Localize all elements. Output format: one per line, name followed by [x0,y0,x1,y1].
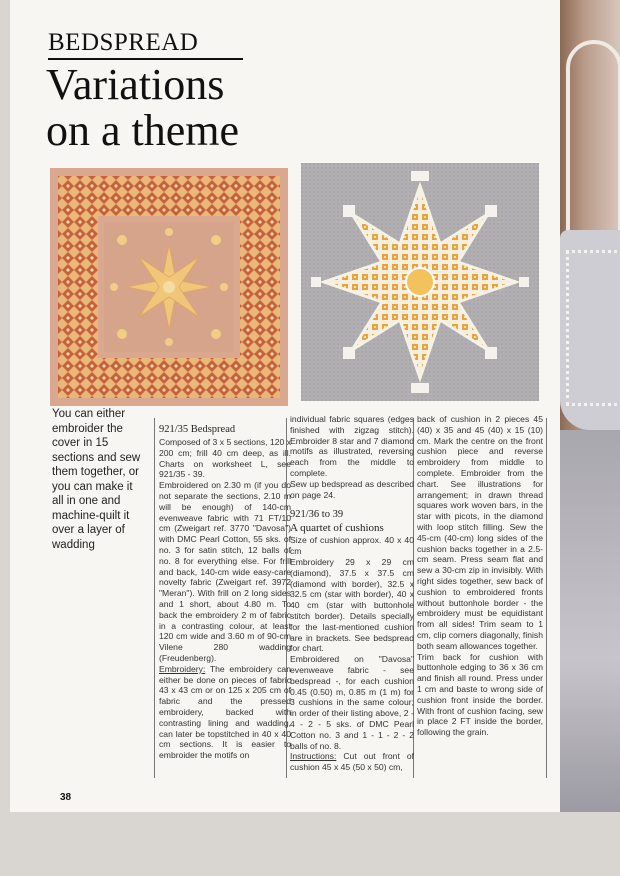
intro-caption: You can either embroider the cover in 15 sections and sew them together, or you can make it all in one and machine-quilt it over a layer of wadding [52,408,141,551]
paragraph: Embroidered on "Davosa" evenweave fabric - see bedspread -, for each cushion 0.45 (0.50) m, 0.85 m (1 m) for 3 cushions in the same colour; in order of their listing above, 2 - 4 - 2 - 5 sks. of DMC Pearl Cotton no. 3 and 1 - 1 - 2 - 2 balls of no. 8. [290,654,414,751]
cushion-chair-photo [560,0,620,812]
text-column-2 [290,414,414,773]
paragraph: back of cushion in 2 pieces 45 (40) x 35 and 45 (40) x 15 (10) cm. Mark the centre on the front cushion piece and reverse embroidery from middle to complete. Embroider from the chart. See illustrations for arrangement; in drawn thread squares work woven bars, in the star with picots, in the diamond with loop stitch filling. Sew the 45-cm (40-cm) long sides of the cushion backs together in a 2.5-cm seam. Press seam flat and sew a 30-cm zip in invisibly. With right sides together, sew back of cushion to embroidered fronts without buttonhole border - the embroidery must be equidistant from all sides! Trim seam to 1 cm, clip corners diagonally, finish both seam allowances together. [417,414,543,651]
cushion [560,230,620,430]
cushions-heading: A quartet of cushions [290,522,384,535]
bedspread-heading: 921/35 Bedspread [159,424,236,435]
title-line-2: on a theme [46,106,240,155]
scan-margin [0,812,620,876]
text-column-1 [159,424,291,761]
title-line-1: Variations [46,60,225,109]
paragraph [290,751,414,773]
embroidery-label: Embroidery: [159,663,206,674]
paragraph: Sew up bedspread as described on page 24. [290,478,414,500]
paragraph [159,664,291,761]
instructions-label: Instructions: [290,751,337,762]
paragraph: Embroidered on 2.30 m (if you do not separate the sections, 2.10 m will be enough) of 140-cm evenweave fabric with 71 FT/10 cm (Zweigart ref. 3770 "Davosa") with DMC Pearl Cotton, 55 sks. of no. 3 for satin stitch, 12 balls of no. 8 for everything else. For frill and back, 140-cm wide easy-care novelty fabric (Zweigart ref. 3972 "Meran"). With frill on 2 long sides and 1 short, about 4.80 m. To back the embroidery 2 m of fabric in a contrasting colour, at least 120 cm wide and 3.60 m of 90-cm Vilene 280 wadding (Freudenberg). [159,480,291,663]
column-divider [546,418,547,778]
instructions-text: Cut out front of cushion 45 x 45 (50 x 50) cm, [290,751,414,773]
magazine-page [10,0,560,812]
section-label: BEDSPREAD [48,29,199,56]
page-title [46,62,239,154]
draped-cloth [560,430,620,812]
paragraph: Trim back for cushion with buttonhole edging to 36 x 36 cm and finish all round. Press under 1 cm and baste to wrong side of cushion front inside the border. With front of cushion facing, sew in place 2 FT inside the border, following the grain. [417,651,543,738]
paragraph: Embroidery 29 x 29 cm (diamond), 37.5 x 37.5 cm (diamond with border), 32.5 x 32.5 cm (star with border), 40 x 40 cm (star with buttonhole stitch border). Details specially for the last-mentioned cushion are in brackets. See bedspread for chart. [290,556,414,654]
cushion-star-photo [301,163,539,401]
cushions-number-heading: 921/36 to 39 [290,509,344,521]
column-divider [154,418,155,778]
cushion-lace-border [566,250,620,406]
page-number: 38 [60,792,72,803]
paragraph: Composed of 3 x 5 sections, 120 x 200 cm; frill 40 cm deep, as ill. Charts on worksheet L, see 921/35 - 39. [159,437,291,480]
text-column-3 [417,414,543,738]
paragraph: individual fabric squares (edges finished with zigzag stitch). Embroider 8 star and 7 diamond motifs as illustrated, reversing each from the middle to complete. [290,414,414,478]
spacer [290,500,414,509]
paragraph: Size of cushion approx. 40 x 40 cm [290,535,414,557]
bedspread-square-photo [50,168,288,406]
wicker-chair [566,40,620,258]
embroidery-text: The embroidery can either be done on pieces of fabric 43 x 43 cm or on 125 x 205 cm of fabric and the pressed embroidery, backed with contrasting lining and wadding, can later be topstitched in 40 x 40 cm sections. It is easier to embroider the motifs on [159,663,291,761]
